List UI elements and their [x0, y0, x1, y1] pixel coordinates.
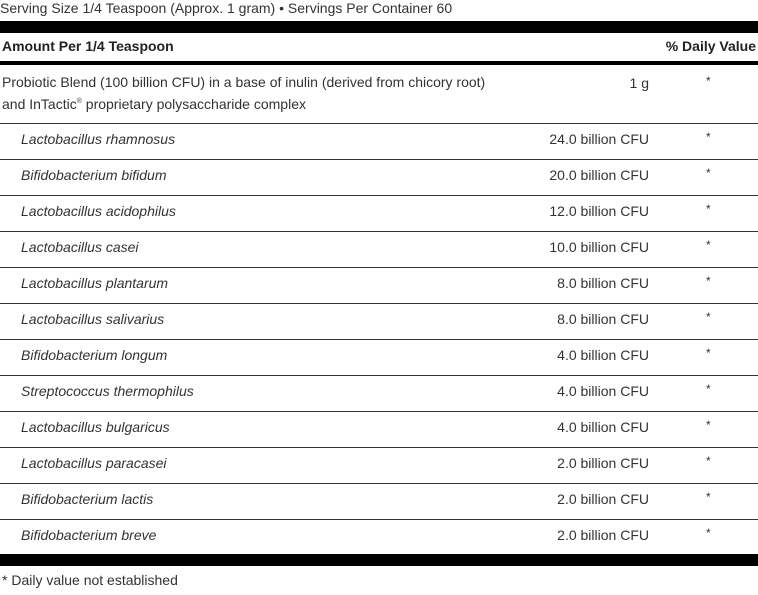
- ingredient-name: Lactobacillus casei: [21, 239, 139, 255]
- ingredient-row: [0, 232, 758, 268]
- ingredient-row: [0, 340, 758, 376]
- ingredient-daily-value: *: [706, 130, 711, 144]
- ingredient-amount: 4.0 billion CFU: [557, 383, 649, 399]
- ingredient-daily-value: *: [706, 454, 711, 468]
- serving-info: Serving Size 1/4 Teaspoon (Approx. 1 gram) • Servings Per Container 60: [0, 0, 453, 16]
- ingredient-name: Lactobacillus bulgaricus: [21, 419, 170, 435]
- blend-daily-value: *: [706, 74, 711, 88]
- ingredient-row: [0, 448, 758, 484]
- ingredient-amount: 10.0 billion CFU: [549, 239, 649, 255]
- ingredient-name: Lactobacillus plantarum: [21, 275, 169, 291]
- ingredient-amount: 2.0 billion CFU: [557, 527, 649, 543]
- ingredient-amount: 4.0 billion CFU: [557, 419, 649, 435]
- ingredient-name: Streptococcus thermophilus: [21, 383, 194, 399]
- ingredient-row: [0, 484, 758, 520]
- table-header: [0, 33, 758, 65]
- ingredient-daily-value: *: [706, 490, 711, 504]
- footnote: * Daily value not established: [2, 572, 178, 588]
- registered-mark: ®: [76, 98, 82, 105]
- blend-name-part1: Probiotic Blend (100 billion CFU) in a base of inulin (derived from chicory root) and InTactic: [2, 74, 486, 112]
- ingredient-daily-value: *: [706, 166, 711, 180]
- ingredient-amount: 4.0 billion CFU: [557, 347, 649, 363]
- ingredient-name: Lactobacillus acidophilus: [21, 203, 176, 219]
- ingredient-amount: 2.0 billion CFU: [557, 491, 649, 507]
- ingredient-name: Lactobacillus paracasei: [21, 455, 167, 471]
- ingredient-amount: 2.0 billion CFU: [557, 455, 649, 471]
- ingredient-row: [0, 412, 758, 448]
- bottom-divider-bar: [0, 554, 758, 566]
- ingredient-name: Bifidobacterium breve: [21, 527, 157, 543]
- ingredient-row: [0, 304, 758, 340]
- ingredient-daily-value: *: [706, 418, 711, 432]
- ingredient-daily-value: *: [706, 310, 711, 324]
- ingredient-daily-value: *: [706, 202, 711, 216]
- ingredient-amount: 8.0 billion CFU: [557, 275, 649, 291]
- probiotic-blend-row: [0, 69, 758, 124]
- ingredient-amount: 8.0 billion CFU: [557, 311, 649, 327]
- ingredient-row: [0, 124, 758, 160]
- ingredient-row: [0, 376, 758, 412]
- ingredient-row: [0, 268, 758, 304]
- amount-per-heading: Amount Per 1/4 Teaspoon: [2, 38, 174, 54]
- ingredient-daily-value: *: [706, 274, 711, 288]
- blend-name: [2, 73, 512, 114]
- ingredient-row: [0, 196, 758, 232]
- ingredient-amount: 12.0 billion CFU: [549, 203, 649, 219]
- ingredient-daily-value: *: [706, 238, 711, 252]
- ingredient-name: Bifidobacterium longum: [21, 347, 168, 363]
- ingredient-daily-value: *: [706, 526, 711, 540]
- ingredient-amount: 24.0 billion CFU: [549, 131, 649, 147]
- ingredient-name: Bifidobacterium lactis: [21, 491, 154, 507]
- ingredient-daily-value: *: [706, 382, 711, 396]
- ingredient-row: [0, 160, 758, 196]
- daily-value-heading: % Daily Value: [665, 38, 756, 54]
- blend-amount: 1 g: [629, 75, 649, 91]
- ingredient-name: Lactobacillus salivarius: [21, 311, 165, 327]
- ingredient-amount: 20.0 billion CFU: [549, 167, 649, 183]
- ingredient-name: Lactobacillus rhamnosus: [21, 131, 176, 147]
- ingredient-name: Bifidobacterium bifidum: [21, 167, 167, 183]
- ingredient-row: [0, 520, 758, 556]
- top-divider-bar: [0, 21, 758, 33]
- ingredient-daily-value: *: [706, 346, 711, 360]
- blend-name-part2: proprietary polysaccharide complex: [81, 96, 306, 112]
